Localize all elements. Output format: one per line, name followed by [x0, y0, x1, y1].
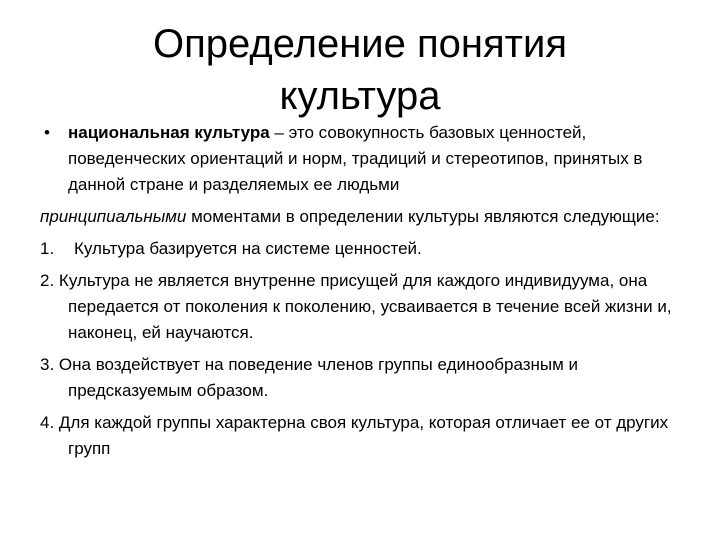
list-item-text: Для каждой группы характерна своя культура, которая отличает ее от других групп	[58, 413, 669, 458]
principles-intro-text: моментами в определении культуры являются следующие:	[186, 207, 660, 226]
definition-text: – это совокупность базовых ценностей, поведенческих ориентаций и норм, традиций и стереотипов, принятых в данной стране и разделяемых ее людьми	[68, 123, 643, 194]
list-item-number: 1.	[40, 239, 55, 258]
list-item-number: 3.	[40, 355, 55, 374]
list-item-text: Культура базируется на системе ценностей.	[74, 239, 422, 258]
slide-body	[40, 120, 680, 468]
principles-intro	[40, 204, 680, 230]
definition-paragraph	[40, 120, 680, 198]
list-item-text: Она воздействует на поведение членов группы единообразным и предсказуемым образом.	[58, 355, 579, 400]
title-line-1: Определение понятия	[152, 22, 567, 66]
list-item-4	[40, 410, 680, 462]
list-item-number: 2.	[40, 271, 55, 290]
bullet-icon: •	[44, 123, 50, 142]
list-item-text: Культура не является внутренне присущей для каждого индивидуума, она передается от поколения к поколению, усваивается в течение всей жизни и, наконец, ей научаются.	[58, 271, 672, 342]
list-item-1	[40, 236, 680, 262]
principles-emphasis: принципиальными	[40, 207, 187, 226]
list-item-2	[40, 268, 680, 346]
definition-term: национальная культура	[68, 123, 270, 142]
list-item-number: 4.	[40, 413, 55, 432]
list-item-3	[40, 352, 680, 404]
title-line-2: культура	[279, 74, 441, 118]
slide-title	[40, 18, 680, 122]
